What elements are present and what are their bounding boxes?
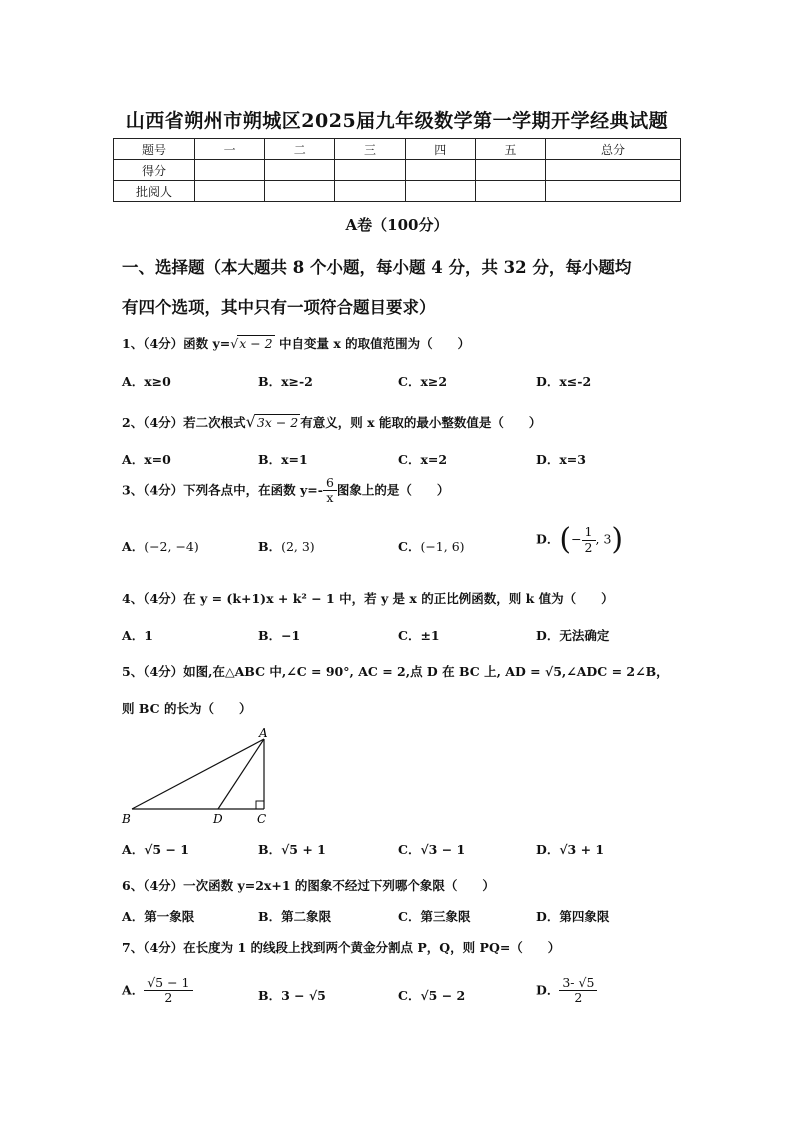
q7-option-d-den: 2 — [574, 990, 583, 1006]
q7-option-d-label: D． — [536, 982, 560, 998]
q2-option-d[interactable]: D．x=3 — [536, 452, 586, 467]
question-4: 4、（4分）在 y = (k+1)x + k² − 1 中，若 y 是 x 的正比例函数，则 k 值为（ ） — [122, 591, 614, 606]
q1-option-b[interactable]: B．x≥-2 — [258, 374, 313, 389]
q3-suffix: 图象上的是（ ） — [336, 482, 450, 498]
q6-option-b[interactable]: B．第二象限 — [258, 909, 332, 924]
q3-option-d[interactable]: D．(− $\frac{1}{2}$ , 3) — [536, 522, 624, 557]
triangle-figure — [118, 726, 288, 826]
question-5: 5、（4分）如图,在△ABC 中,∠C = 90°, AC = 2,点 D 在 BC 上, AD = √5,∠ADC = 2∠B， — [122, 664, 669, 679]
q7-option-a-den: 2 — [164, 990, 173, 1006]
q1-option-c[interactable]: C．x≥2 — [398, 374, 448, 389]
q7-option-a-num: √5 − 1 — [144, 976, 192, 991]
q4-option-b[interactable]: B．−1 — [258, 628, 301, 643]
q7-option-d-num: 3- √5 — [559, 976, 597, 991]
score-header-cell: 五 — [475, 139, 545, 160]
q1-prefix: 1、（4分）函数 y= — [122, 336, 231, 351]
question-5-line2: 则 BC 的长为（ ） — [122, 701, 252, 716]
right-angle-mark — [256, 801, 264, 809]
question-6: 6、（4分）一次函数 y=2x+1 的图象不经过下列哪个象限（ ） — [122, 878, 495, 893]
q2-option-a[interactable]: A．x=0 — [122, 452, 171, 467]
q3-option-d-label: D． — [536, 531, 560, 547]
q2-option-b[interactable]: B．x=1 — [258, 452, 308, 467]
score-header-cell: 三 — [335, 139, 405, 160]
question-3 — [122, 476, 449, 506]
q3-option-d-rest: , 3 — [595, 531, 612, 547]
segment-ab — [132, 739, 264, 809]
exam-title: 山西省朔州市朔城区2025届九年级数学第一学期开学经典试题 — [125, 110, 669, 132]
question-7: 7、（4分）在长度为 1 的线段上找到两个黄金分割点 P，Q，则 PQ=（ ） — [122, 940, 561, 955]
score-row-label: 批阅人 — [114, 181, 195, 202]
score-cell[interactable] — [546, 181, 681, 202]
score-cell[interactable] — [546, 160, 681, 181]
q2-option-c[interactable]: C．x=2 — [398, 452, 448, 467]
q2-suffix: 有意义，则 x 能取的最小整数值是（ ） — [300, 415, 542, 430]
q3-frac-den: x — [326, 490, 334, 506]
score-cell[interactable] — [405, 181, 475, 202]
score-table-header-row — [114, 139, 681, 160]
score-cell[interactable] — [335, 160, 405, 181]
score-table — [113, 138, 681, 202]
q3-option-b[interactable] — [258, 537, 315, 555]
q5-option-a[interactable]: A．√5 − 1 — [122, 842, 189, 857]
q3-option-b-value: (2, 3) — [281, 539, 315, 554]
q7-option-b[interactable]: B．3 − √5 — [258, 988, 326, 1003]
q5-option-b[interactable]: B．√5 + 1 — [258, 842, 326, 857]
score-cell[interactable] — [405, 160, 475, 181]
label-a: A — [259, 726, 268, 740]
score-row-label: 得分 — [114, 160, 195, 181]
q4-option-d[interactable]: D．无法确定 — [536, 628, 610, 643]
score-header-cell: 四 — [405, 139, 475, 160]
q5-option-d[interactable]: D．√3 + 1 — [536, 842, 605, 857]
q7-option-a-label: A． — [122, 982, 145, 998]
q3-option-d-minus: − — [571, 531, 582, 547]
q2-radicand: 3x − 2 — [256, 415, 299, 430]
score-header-cell: 一 — [195, 139, 265, 160]
score-table-row — [114, 181, 681, 202]
q3-option-c[interactable] — [398, 537, 465, 555]
q3-option-c-value: (−1, 6) — [420, 539, 465, 554]
q3-option-d-frac-num: 1 — [582, 525, 596, 540]
question-1: 1、（4分）函数 y=√x − 2 中自变量 x 的取值范围为（ ） — [122, 336, 471, 351]
q2-prefix: 2、（4分）若二次根式 — [122, 415, 246, 430]
q3-prefix: 3、（4分）下列各点中，在函数 y=- — [122, 482, 323, 498]
q6-option-c[interactable]: C．第三象限 — [398, 909, 471, 924]
q1-suffix: 中自变量 x 的取值范围为（ ） — [279, 336, 471, 351]
q6-option-a[interactable]: A．第一象限 — [122, 909, 195, 924]
question-2: 2、（4分）若二次根式√3x − 2 有意义，则 x 能取的最小整数值是（ ） — [122, 412, 542, 431]
score-cell[interactable] — [335, 181, 405, 202]
score-cell[interactable] — [195, 160, 265, 181]
label-d: D — [213, 812, 223, 826]
score-cell[interactable] — [265, 160, 335, 181]
q3-option-a-label: A． — [122, 539, 145, 554]
q7-option-a[interactable] — [122, 976, 193, 1006]
score-header-cell: 题号 — [114, 139, 195, 160]
q6-option-d[interactable]: D．第四象限 — [536, 909, 610, 924]
score-table-row — [114, 160, 681, 181]
section-a-heading: A卷（100分） — [345, 216, 449, 234]
score-header-cell: 二 — [265, 139, 335, 160]
q1-radicand: x − 2 — [239, 336, 273, 351]
q3-frac-num: 6 — [323, 476, 337, 491]
q4-option-a[interactable]: A．1 — [122, 628, 153, 643]
q7-option-c[interactable]: C．√5 − 2 — [398, 988, 466, 1003]
q5-option-c[interactable]: C．√3 − 1 — [398, 842, 466, 857]
label-b: B — [122, 812, 131, 826]
part1-title-line1: 一、选择题（本大题共 8 个小题，每小题 4 分，共 32 分，每小题均 — [122, 258, 632, 277]
q7-option-d[interactable] — [536, 976, 597, 1006]
q3-option-c-label: C． — [398, 539, 421, 554]
q3-option-b-label: B． — [258, 539, 282, 554]
score-cell[interactable] — [475, 181, 545, 202]
score-cell[interactable] — [265, 181, 335, 202]
score-cell[interactable] — [195, 181, 265, 202]
q3-option-a[interactable] — [122, 537, 199, 555]
part1-title-line2: 有四个选项，其中只有一项符合题目要求） — [122, 298, 436, 317]
q1-option-a[interactable]: A．x≥0 — [122, 374, 171, 389]
q4-option-c[interactable]: C．±1 — [398, 628, 440, 643]
q1-option-d[interactable]: D．x≤-2 — [536, 374, 592, 389]
score-header-cell: 总分 — [546, 139, 681, 160]
q3-option-a-value: (−2, −4) — [144, 539, 199, 554]
label-c: C — [257, 812, 267, 826]
segment-ad — [218, 739, 264, 809]
q3-option-d-frac-den: 2 — [584, 539, 593, 555]
score-cell[interactable] — [475, 160, 545, 181]
